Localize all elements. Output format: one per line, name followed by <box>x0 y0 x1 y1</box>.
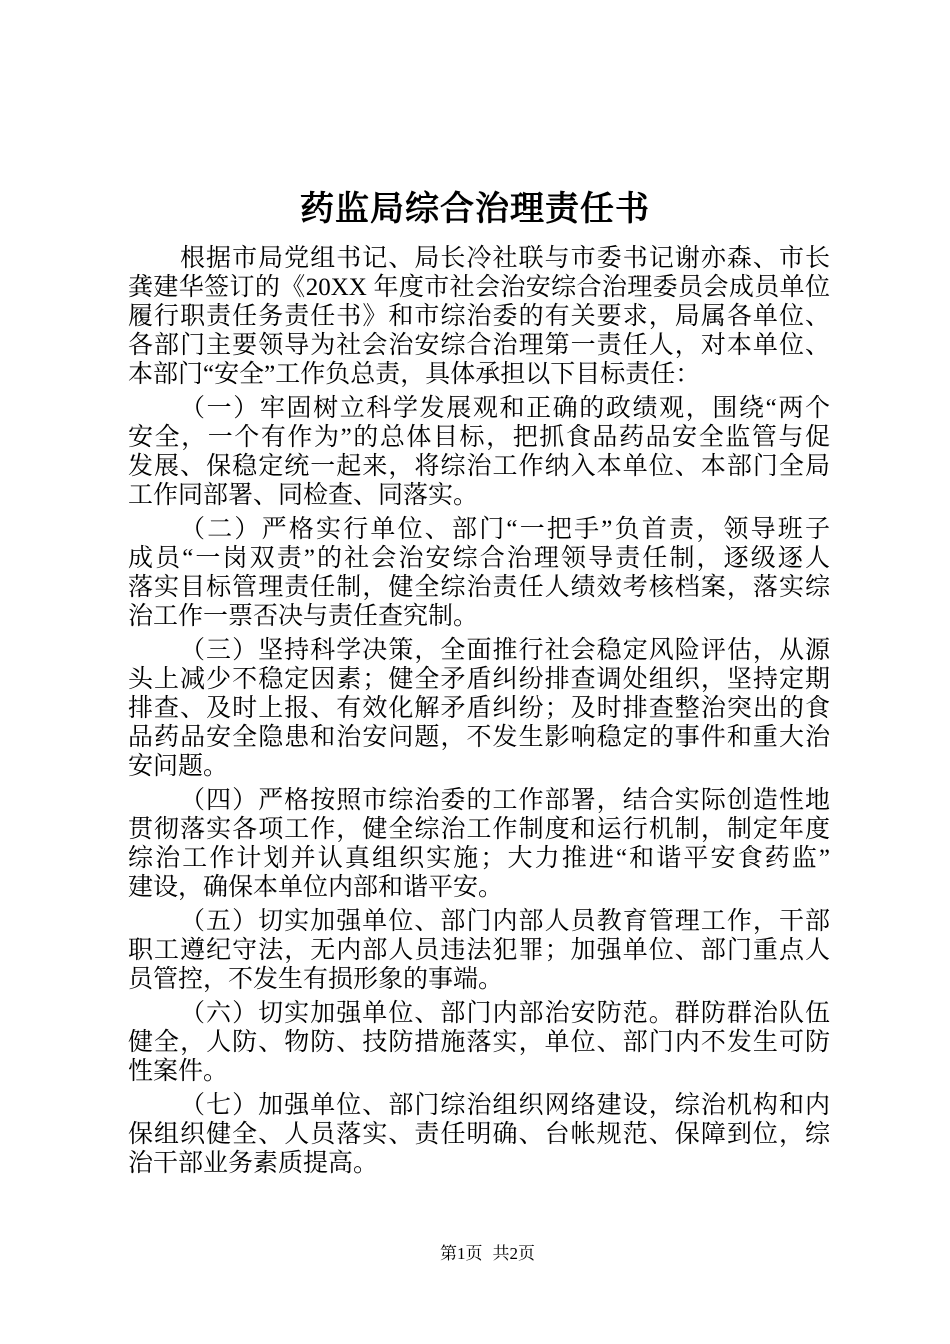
text-line: 职工遵纪守法，无内部人员违法犯罪；加强单位、部门重点人 <box>128 937 830 964</box>
paragraph-item-2 <box>128 515 830 631</box>
paragraph-intro <box>128 244 830 389</box>
paragraph-item-6 <box>128 999 830 1086</box>
text-line: 建设，确保本单位内部和谐平安。 <box>128 874 504 901</box>
text-line: 成员“一岗双责”的社会治安综合治理领导责任制，逐级逐人 <box>128 545 830 572</box>
text-line: 治干部业务素质提高。 <box>128 1150 379 1177</box>
paragraph-item-7 <box>128 1091 830 1178</box>
document-title: 药监局综合治理责任书 <box>300 191 650 228</box>
text-line: 性案件。 <box>128 1058 229 1085</box>
text-line: （四）严格按照市综治委的工作部署，结合实际创造性地 <box>180 787 830 814</box>
paragraph-item-3 <box>128 636 830 781</box>
text-line: 本部门“安全”工作负总责，具体承担以下目标责任： <box>128 361 701 388</box>
text-line: 员管控，不发生有损形象的事端。 <box>128 966 504 993</box>
page-footer <box>440 1243 535 1265</box>
text-line: 综治工作计划并认真组织实施；大力推进“和谐平安食药监” <box>128 845 830 872</box>
page-number: 第1页 <box>440 1244 483 1263</box>
text-line: 各部门主要领导为社会治安综合治理第一责任人，对本单位、 <box>128 332 830 359</box>
text-line: 履行职责任务责任书》和市综治委的有关要求，局属各单位、 <box>128 303 830 330</box>
text-line: 品药品安全隐患和治安问题，不发生影响稳定的事件和重大治 <box>128 724 830 751</box>
text-line: （三）坚持科学决策，全面推行社会稳定风险评估，从源 <box>180 637 830 664</box>
text-line: 头上减少不稳定因素；健全矛盾纠纷排查调处组织，坚持定期 <box>128 666 830 693</box>
text-line: 健全，人防、物防、技防措施落实，单位、部门内不发生可防 <box>128 1029 830 1056</box>
text-line: （二）严格实行单位、部门“一把手”负首责，领导班子 <box>180 516 830 543</box>
text-line: 工作同部署、同检查、同落实。 <box>128 482 479 509</box>
text-line: 发展、保稳定统一起来，将综治工作纳入本单位、本部门全局 <box>128 453 830 480</box>
text-line: （六）切实加强单位、部门内部治安防范。群防群治队伍 <box>180 1000 830 1027</box>
text-line: 根据市局党组书记、局长冷社联与市委书记谢亦森、市长 <box>180 245 830 272</box>
text-line: （七）加强单位、部门综治组织网络建设，综治机构和内 <box>180 1092 830 1119</box>
page-total: 共2页 <box>492 1244 535 1263</box>
text-line: 龚建华签订的《20XX 年度市社会治安综合治理委员会成员单位 <box>128 274 830 301</box>
text-line: 治工作一票否决与责任查究制。 <box>128 603 479 630</box>
text-line: 落实目标管理责任制，健全综治责任人绩效考核档案，落实综 <box>128 574 830 601</box>
text-line: 安问题。 <box>128 753 229 780</box>
document-body <box>128 244 830 1178</box>
text-line: （五）切实加强单位、部门内部人员教育管理工作，干部 <box>180 908 830 935</box>
text-line: 排查、及时上报、有效化解矛盾纠纷；及时排查整治突出的食 <box>128 695 830 722</box>
text-line: 贯彻落实各项工作，健全综治工作制度和运行机制，制定年度 <box>128 816 830 843</box>
text-line: 安全，一个有作为”的总体目标，把抓食品药品安全监管与促 <box>128 424 830 451</box>
text-line: 保组织健全、人员落实、责任明确、台帐规范、保障到位，综 <box>128 1121 830 1148</box>
paragraph-item-5 <box>128 907 830 994</box>
paragraph-item-1 <box>128 394 830 510</box>
paragraph-item-4 <box>128 786 830 902</box>
text-line: （一）牢固树立科学发展观和正确的政绩观，围绕“两个 <box>180 395 830 422</box>
